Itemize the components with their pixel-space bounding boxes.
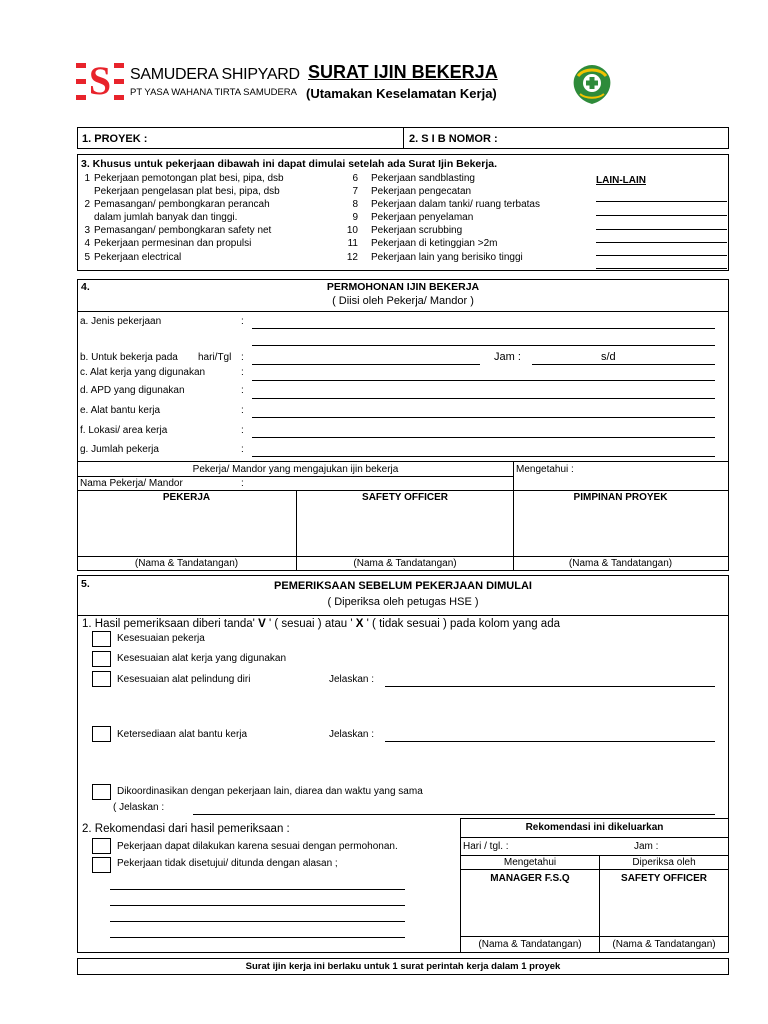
sig-caption-pekerja: (Nama & Tandatangan) <box>134 558 239 569</box>
sd-label: s/d <box>601 351 616 363</box>
alasan-line-3[interactable] <box>110 921 405 922</box>
field-hari-line[interactable] <box>252 364 480 365</box>
field-untuk-label: b. Untuk bekerja pada <box>80 352 178 363</box>
field-jenis-line-2[interactable] <box>252 345 715 346</box>
check-label-alat-bantu: Ketersediaan alat bantu kerja <box>117 729 248 740</box>
sig-col-pimpinan: PIMPINAN PROYEK <box>573 492 668 503</box>
sec3-right-num: 7 <box>352 186 358 197</box>
mengetahui-label: Mengetahui : <box>516 464 574 475</box>
section-4-number: 4. <box>81 281 90 293</box>
sec3-right-num: 11 <box>347 238 358 249</box>
sec3-right-num: 10 <box>346 225 358 236</box>
sec3-right-num: 8 <box>352 199 358 210</box>
company-name: SAMUDERA SHIPYARD <box>130 66 300 83</box>
rekomendasi-title: 2. Rekomendasi dari hasil pemeriksaan : <box>82 823 290 835</box>
check-rekom-setuju[interactable] <box>92 838 111 854</box>
sec3-left-item: Pekerjaan electrical <box>94 252 182 263</box>
alasan-line-2[interactable] <box>110 905 405 906</box>
field-apd-label: d. APD yang digunakan <box>80 385 185 396</box>
hasil-instruction: 1. Hasil pemeriksaan diberi tanda' V ' ( sesuai ) atau ' X ' ( tidak sesuai ) pada kolom yang ada <box>82 618 560 630</box>
field-bantu-label: e. Alat bantu kerja <box>80 405 161 416</box>
alasan-line-1[interactable] <box>110 889 405 890</box>
rekom-safety: SAFETY OFFICER <box>621 873 707 884</box>
check-koordinasi[interactable] <box>92 784 111 800</box>
check-label-apd: Kesesuaian alat pelindung diri <box>117 674 251 685</box>
sec3-left-item: Pekerjaan pengelasan plat besi, pipa, dsb <box>94 186 280 197</box>
sec3-left-num: 4 <box>84 238 90 249</box>
field-untuk-hari: hari/Tgl <box>198 352 232 363</box>
company-sub: PT YASA WAHANA TIRTA SAMUDERA <box>130 87 298 98</box>
check-kesesuaian-pekerja[interactable] <box>92 631 111 647</box>
page-title: SURAT IJIN BEKERJA <box>308 62 498 82</box>
proyek-field[interactable]: 1. PROYEK : <box>82 133 148 145</box>
sec3-right-item: Pekerjaan di ketinggian >2m <box>371 238 498 249</box>
section-4-subtitle: ( Diisi oleh Pekerja/ Mandor ) <box>332 295 474 307</box>
lain-lain-label: LAIN-LAIN <box>596 175 646 186</box>
rekom-box-title: Rekomendasi ini dikeluarkan <box>525 822 664 833</box>
nama-pekerja-label: Nama Pekerja/ Mandor <box>80 478 183 489</box>
sib-number-field[interactable]: 2. S I B NOMOR : <box>409 133 498 145</box>
check-alat-bantu[interactable] <box>92 726 111 742</box>
check-apd[interactable] <box>92 671 111 687</box>
sec3-right-item: Pekerjaan pengecatan <box>371 186 472 197</box>
rekom-manager: MANAGER F.S.Q <box>490 873 570 884</box>
lain-lain-line-5[interactable] <box>596 255 727 256</box>
sec3-right-item: Pekerjaan sandblasting <box>371 173 475 184</box>
sec3-right-num: 12 <box>346 252 358 263</box>
jam-label: Jam : <box>494 351 521 363</box>
field-alat-line[interactable] <box>252 380 715 381</box>
rekom-caption-manager: (Nama & Tandatangan) <box>478 939 582 950</box>
rekom-sig-manager[interactable] <box>461 886 598 935</box>
sig-caption-pimpinan: (Nama & Tandatangan) <box>568 558 673 569</box>
sig-col-safety: SAFETY OFFICER <box>362 492 448 503</box>
field-jumlah-line[interactable] <box>252 456 715 457</box>
sec3-left-num: 1 <box>84 173 90 184</box>
sec3-left-num: 5 <box>84 252 90 263</box>
field-jenis-label: a. Jenis pekerjaan <box>80 316 162 327</box>
sec3-left-item: Pemasangan/ pembongkaran safety net <box>94 225 272 236</box>
field-lokasi-line[interactable] <box>252 437 715 438</box>
sec3-left-item: Pekerjaan pemotongan plat besi, pipa, dsb <box>94 173 284 184</box>
check-label-koordinasi: Dikoordinasikan dengan pekerjaan lain, diarea dan waktu yang sama <box>117 786 423 797</box>
field-jenis-line-1[interactable] <box>252 328 715 329</box>
jelaskan-bantu-line[interactable] <box>385 741 715 742</box>
sig-area-pimpinan[interactable] <box>514 505 727 555</box>
rekom-diperiksa: Diperiksa oleh <box>632 857 696 868</box>
alasan-line-4[interactable] <box>110 937 405 938</box>
jelaskan-bantu-label: Jelaskan : <box>329 729 375 740</box>
section-5-title: PEMERIKSAAN SEBELUM PEKERJAAN DIMULAI <box>274 580 532 592</box>
field-alat-label: c. Alat kerja yang digunakan <box>80 367 206 378</box>
footer-note: Surat ijin kerja ini berlaku untuk 1 surat perintah kerja dalam 1 proyek <box>245 961 561 972</box>
rekom-setuju-label: Pekerjaan dapat dilakukan karena sesuai dengan permohonan. <box>117 841 398 852</box>
rekom-sig-safety[interactable] <box>600 886 728 935</box>
section-4-title: PERMOHONAN IJIN BEKERJA <box>326 281 480 293</box>
check-label-alat-kerja: Kesesuaian alat kerja yang digunakan <box>117 653 287 664</box>
field-lokasi-label: f. Lokasi/ area kerja <box>80 425 168 436</box>
rekom-hari-label[interactable]: Hari / tgl. : <box>463 841 509 852</box>
section-5-number: 5. <box>81 578 90 590</box>
sig-col-pekerja: PEKERJA <box>162 492 211 503</box>
lain-lain-line-2[interactable] <box>596 215 727 216</box>
sec3-right-num: 6 <box>352 173 358 184</box>
sig-area-pekerja[interactable] <box>78 505 295 555</box>
pekerja-mandor-label: Pekerja/ Mandor yang mengajukan ijin bekerja <box>192 464 399 475</box>
page-subtitle: (Utamakan Keselamatan Kerja) <box>306 86 497 101</box>
sec3-left-num: 3 <box>84 225 90 236</box>
sec3-left-item: Pemasangan/ pembongkaran perancah <box>94 199 270 210</box>
check-rekom-tolak[interactable] <box>92 857 111 873</box>
sec3-right-item: Pekerjaan dalam tanki/ ruang terbatas <box>371 199 540 210</box>
sig-caption-safety: (Nama & Tandatangan) <box>353 558 457 569</box>
rekom-caption-safety: (Nama & Tandatangan) <box>612 939 716 950</box>
section-3-heading: 3. Khusus untuk pekerjaan dibawah ini dapat dimulai setelah ada Surat Ijin Bekerja. <box>81 158 498 170</box>
sec3-left-item: Pekerjaan permesinan dan propulsi <box>94 238 252 249</box>
jelaskan-koordinasi-label: ( Jelaskan : <box>113 802 165 813</box>
sec3-right-item: Pekerjaan scrubbing <box>371 225 463 236</box>
lain-lain-line-6[interactable] <box>596 268 727 269</box>
section-5-subtitle: ( Diperiksa oleh petugas HSE ) <box>327 596 479 608</box>
sig-area-safety[interactable] <box>297 505 512 555</box>
lain-lain-line-1[interactable] <box>596 201 727 202</box>
jam-line[interactable] <box>532 364 715 365</box>
company-logo <box>76 58 124 103</box>
jelaskan-apd-label: Jelaskan : <box>329 674 375 685</box>
check-label-pekerja: Kesesuaian pekerja <box>117 633 205 644</box>
rekom-tolak-label: Pekerjaan tidak disetujui/ ditunda dengan alasan ; <box>117 858 338 869</box>
rekom-mengetahui: Mengetahui <box>503 857 557 868</box>
field-jumlah-label: g. Jumlah pekerja <box>80 444 159 455</box>
jelaskan-apd-line[interactable] <box>385 686 715 687</box>
field-apd-line-2[interactable] <box>252 417 715 418</box>
check-alat-kerja[interactable] <box>92 651 111 667</box>
sec3-right-num: 9 <box>352 212 358 223</box>
sec3-left-num: 2 <box>84 199 90 210</box>
sec3-right-item: Pekerjaan lain yang berisiko tinggi <box>371 252 523 263</box>
jelaskan-koordinasi-line[interactable] <box>193 814 715 815</box>
lain-lain-line-3[interactable] <box>596 229 727 230</box>
k3-emblem-icon <box>570 62 614 106</box>
logo-letter: S <box>86 59 114 103</box>
sec3-right-item: Pekerjaan penyelaman <box>371 212 474 223</box>
sec3-left-item: dalam jumlah banyak dan tinggi. <box>94 212 238 223</box>
field-apd-line-1[interactable] <box>252 398 715 399</box>
lain-lain-line-4[interactable] <box>596 242 727 243</box>
rekom-jam-label[interactable]: Jam : <box>634 841 659 852</box>
